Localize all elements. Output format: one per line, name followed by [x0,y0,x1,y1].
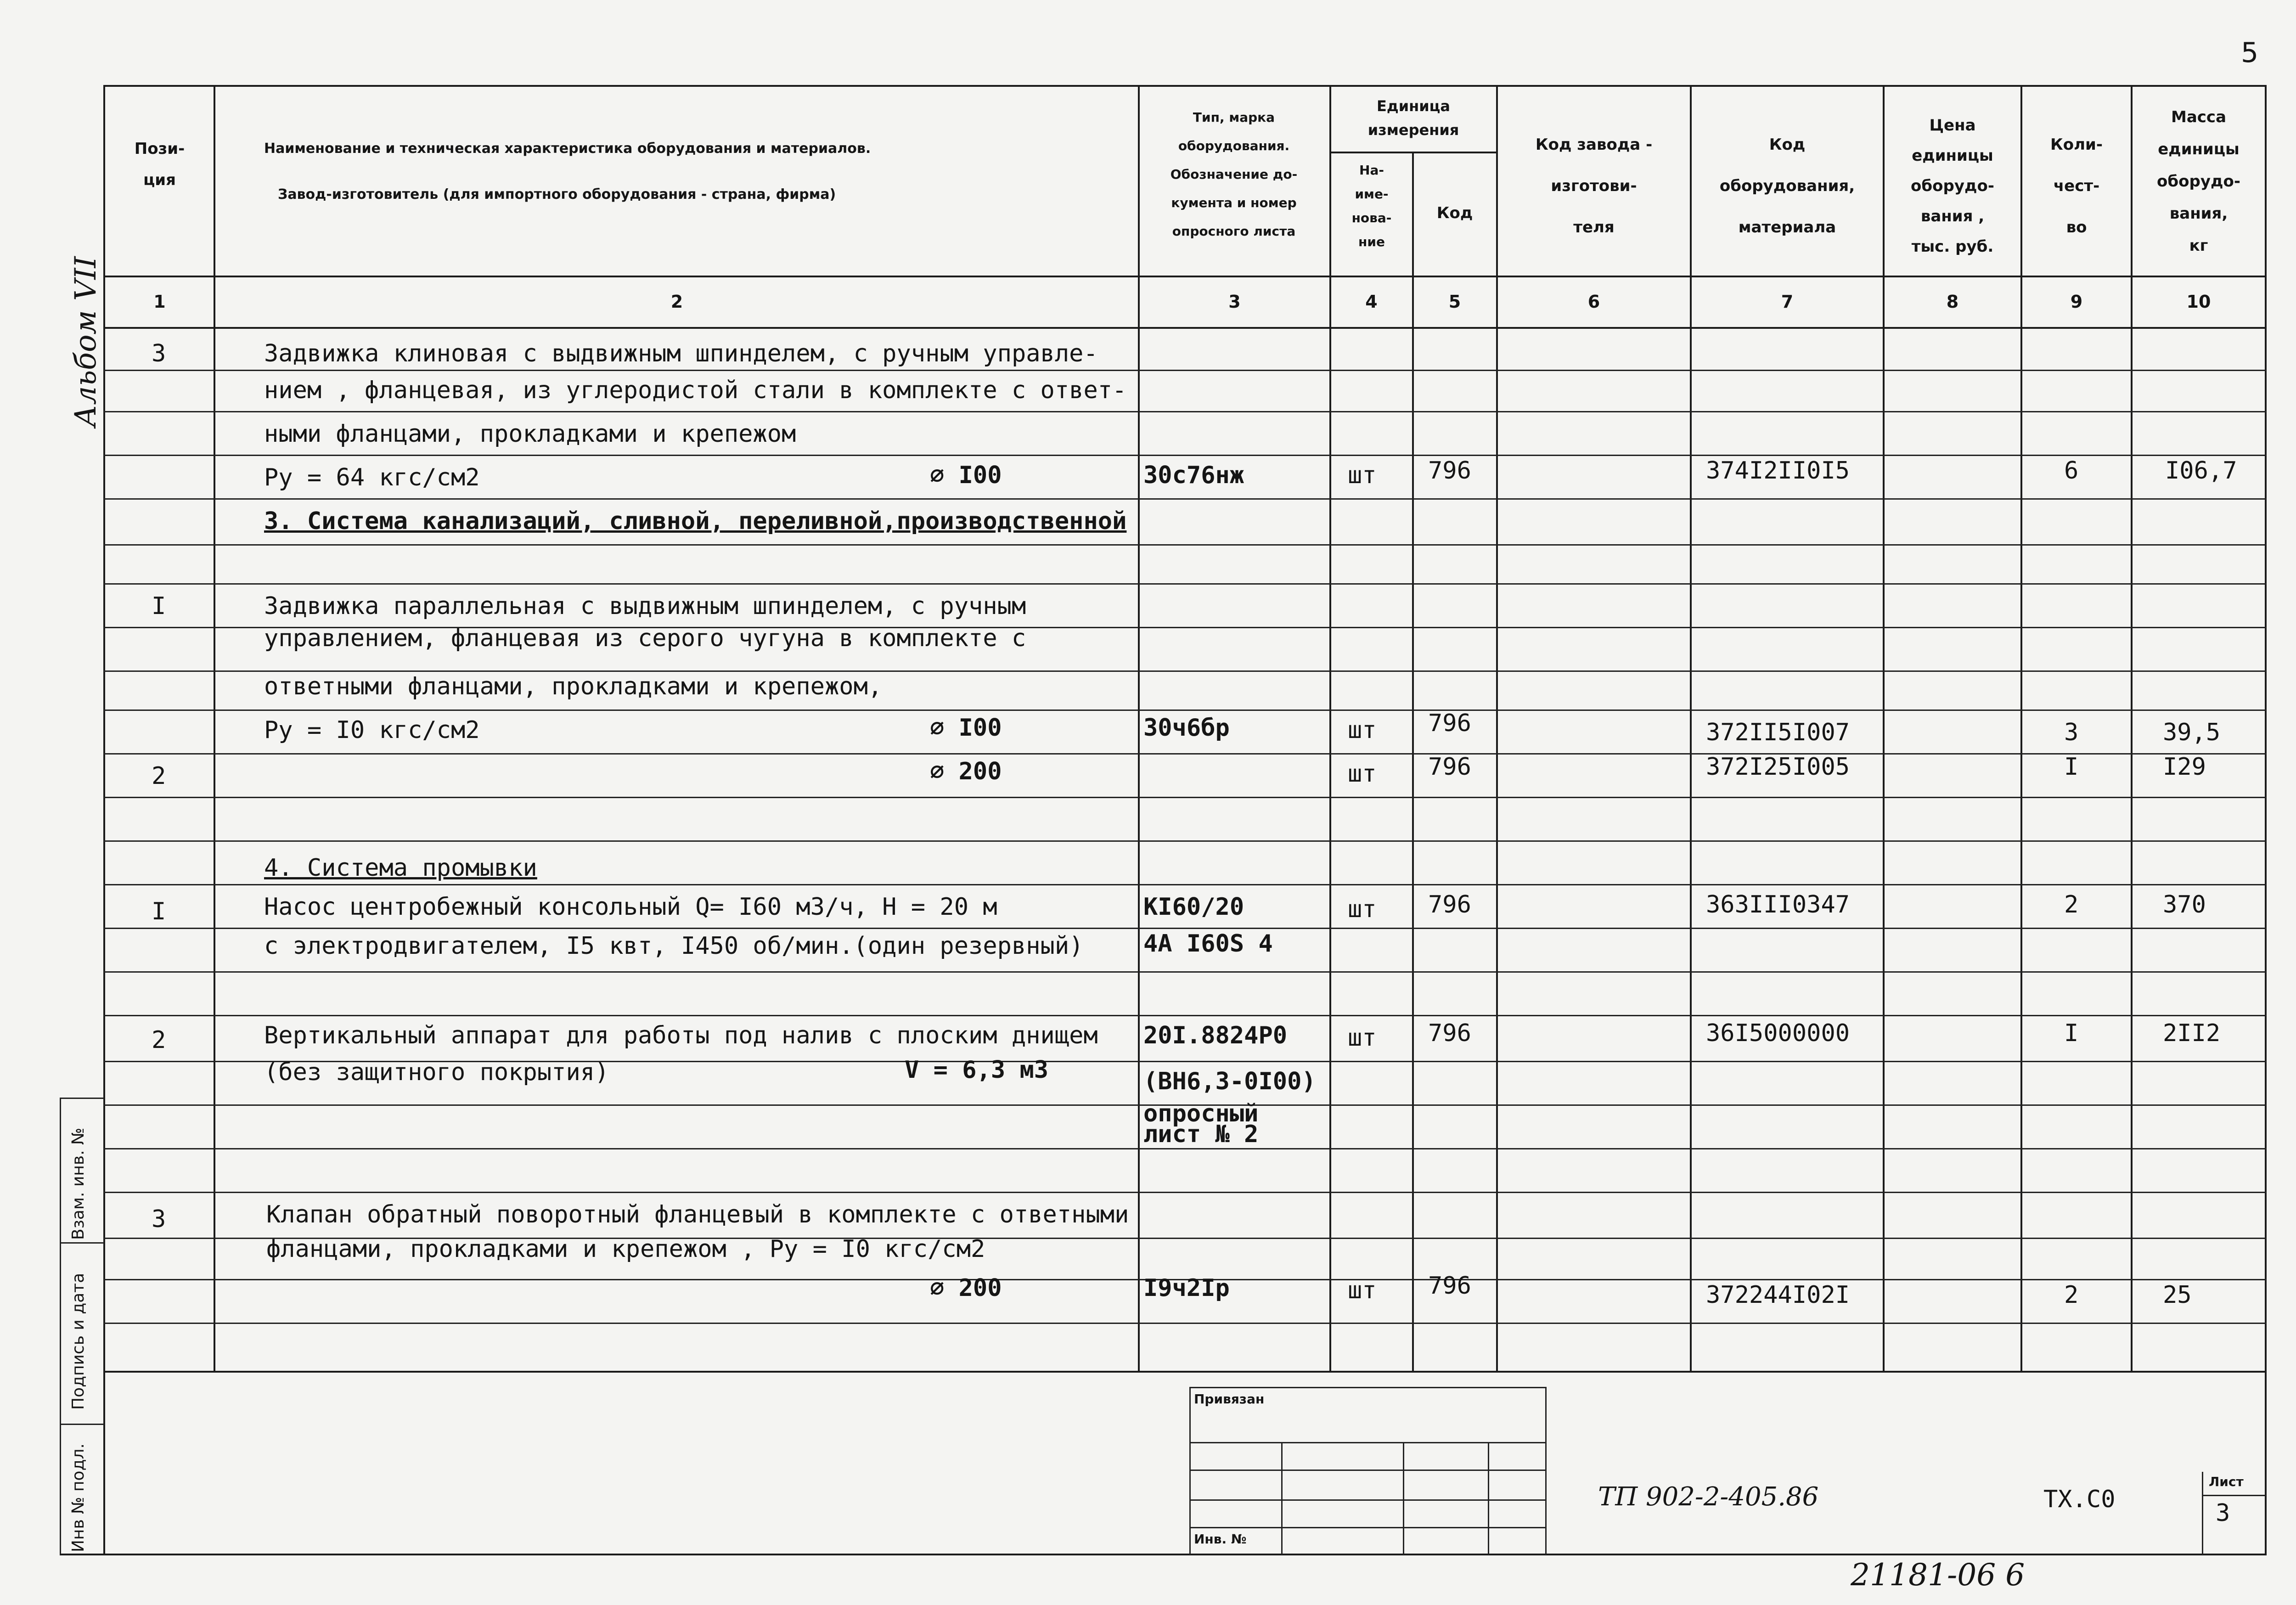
stamp-privyazan: Привязан [1194,1391,1265,1407]
header-type: Тип, марка оборудования. Обозначение до- кумента и номер опросного листа [1170,110,1298,239]
r2-line3: ответными фланцами, прокладками и крепежом, [264,673,883,700]
r2-line2: управлением, фланцевая из серого чугуна в комплекте с [264,625,1026,652]
r6-code: 796 [1428,1272,1471,1300]
page-number: 5 [2241,37,2259,69]
r4-line2: с электродвигателем, I5 квт, I450 об/мин.(один резервный) [264,932,1084,960]
r5-unit: шт [1348,1024,1377,1052]
section-4-title: 4. Система промывки [264,854,537,882]
table-bottom-line [103,1371,2267,1373]
r5-type1: 20I.8824Р0 [1143,1022,1288,1049]
colnum-bottom-line [103,327,2267,329]
colnum-10: 10 [2186,292,2211,312]
r2-type: 30ч6бр [1143,714,1230,742]
r3-pos: 2 [152,762,166,790]
r1-pos: 3 [152,340,166,367]
r1-line2: нием , фланцевая, из углеродистой стали в комплекте с ответ- [264,377,1127,404]
header-name-line2: Завод-изготовитель (для импортного оборудования - страна, фирма) [278,186,836,203]
colnum-2: 2 [670,292,683,312]
frame-top [103,85,2267,87]
r1-mass: I06,7 [2165,457,2237,484]
r2-equip: 372II5I007 [1706,719,1850,746]
r2-mass: 39,5 [2163,719,2221,746]
frame-left [103,85,105,1554]
r1-code: 796 [1428,457,1471,484]
stamp-doc-code: ТП 902-2-405.86 [1598,1482,1819,1512]
header-unit: Единица измерения [1367,97,1459,139]
r5-type3: опросный [1143,1100,1259,1127]
r5-pos: 2 [152,1026,166,1054]
header-factory-code: Код завода - изготови- теля [1535,135,1653,237]
stamp-inv-no: Инв. № [1194,1532,1247,1547]
r1-line3: ными фланцами, прокладками и крепежом [264,420,796,448]
r1-qty: 6 [2064,457,2079,484]
r2-unit: шт [1348,716,1377,744]
r1-equip: 374I2II0I5 [1706,457,1850,484]
r3-equip: 372I25I005 [1706,753,1850,781]
r4-code: 796 [1428,891,1471,918]
header-bottom-line [103,276,2267,277]
r6-dn: ∅ 200 [930,1274,1002,1302]
r4-pos: I [152,898,166,925]
colnum-4: 4 [1365,292,1378,312]
r4-unit: шт [1348,895,1377,923]
r3-code: 796 [1428,753,1471,781]
r2-line4: Ру = I0 кгс/см2 [264,716,480,744]
r2-qty: 3 [2064,719,2079,746]
stamp-sheet-label: Лист [2209,1474,2244,1489]
r1-dn: ∅ I00 [930,462,1002,489]
frame-right [2265,85,2267,1554]
r5-type2: (ВН6,3-0I00) [1143,1068,1316,1095]
colnum-6: 6 [1587,292,1600,312]
margin-inv-podl: Инв № подл. [69,1443,88,1552]
header-pos: Пози- ция [134,140,185,189]
r1-unit: шт [1348,462,1377,489]
r4-type2: 4А I60S 4 [1143,930,1273,957]
r4-equip: 363III0347 [1706,891,1850,918]
r5-line2: (без защитного покрытия) [264,1059,609,1086]
margin-vzam-inv: Взам. инв. № [69,1127,88,1240]
header-qty: Коли- чест- во [2050,135,2103,237]
margin-strip-line [60,1098,61,1554]
section-3-title: 3. Система канализаций, сливной, переливной,производственной [264,507,1127,535]
stamp-bottom-code: 21181-06 6 [1851,1557,2025,1593]
r2-pos: I [152,592,166,620]
r1-type: 30с76нж [1143,462,1244,489]
r2-dn: ∅ I00 [930,714,1002,742]
colnum-1: 1 [153,292,166,312]
r3-dn: ∅ 200 [930,758,1002,785]
header-equip-code: Код оборудования, материала [1719,135,1855,237]
r3-unit: шт [1348,760,1377,788]
r6-pos: 3 [152,1205,166,1233]
r6-unit: шт [1348,1277,1377,1304]
r5-mass: 2II2 [2163,1019,2221,1047]
r4-type1: КI60/20 [1143,893,1244,921]
stamp-section: ТХ.С0 [2043,1486,2116,1513]
stamp-sheet-number: 3 [2216,1499,2230,1527]
r6-type: I9ч2Iр [1143,1274,1230,1302]
header-name-line1: Наименование и техническая характеристика оборудования и материалов. [264,141,871,157]
r5-code: 796 [1428,1019,1471,1047]
r6-equip: 372244I02I [1706,1281,1850,1309]
r1-line4: Ру = 64 кгс/см2 [264,464,480,491]
header-unit-name: На- име- нова- ние [1351,163,1392,249]
r4-line1: Насос центробежный консольный Q= I60 м3/ч, Н = 20 м [264,893,997,921]
r3-mass: I29 [2163,753,2206,781]
r3-qty: I [2064,753,2079,781]
r5-volume: V = 6,3 м3 [905,1056,1049,1084]
colnum-3: 3 [1228,292,1241,312]
r4-mass: 370 [2163,891,2206,918]
colnum-8: 8 [1946,292,1959,312]
r5-type4: лист № 2 [1143,1121,1259,1148]
r4-qty: 2 [2064,891,2079,918]
colnum-7: 7 [1781,292,1794,312]
margin-podpis-data: Подпись и дата [69,1273,88,1410]
r2-code: 796 [1428,710,1471,737]
r5-equip: 36I5000000 [1706,1019,1850,1047]
colnum-5: 5 [1448,292,1461,312]
r2-line1: Задвижка параллельная с выдвижным шпинделем, с ручным [264,592,1026,620]
r1-line1: Задвижка клиновая с выдвижным шпинделем, с ручным управле- [264,340,1098,367]
header-mass: Масса единицы оборудо- вания, кг [2157,108,2240,255]
r6-qty: 2 [2064,1281,2079,1309]
r6-line2: фланцами, прокладками и крепежом , Ру = I0 кгс/см2 [266,1235,985,1263]
r6-line1: Клапан обратный поворотный фланцевый в комплекте с ответными [266,1201,1129,1228]
colnum-9: 9 [2070,292,2083,312]
r5-line1: Вертикальный аппарат для работы под налив с плоским днищем [264,1022,1098,1049]
header-unit-code: Код [1436,204,1473,222]
r5-qty: I [2064,1019,2079,1047]
margin-album: Альбом VII [69,256,103,427]
header-price: Цена единицы оборудо- вания , тыс. руб. [1911,116,1994,256]
r6-mass: 25 [2163,1281,2192,1309]
